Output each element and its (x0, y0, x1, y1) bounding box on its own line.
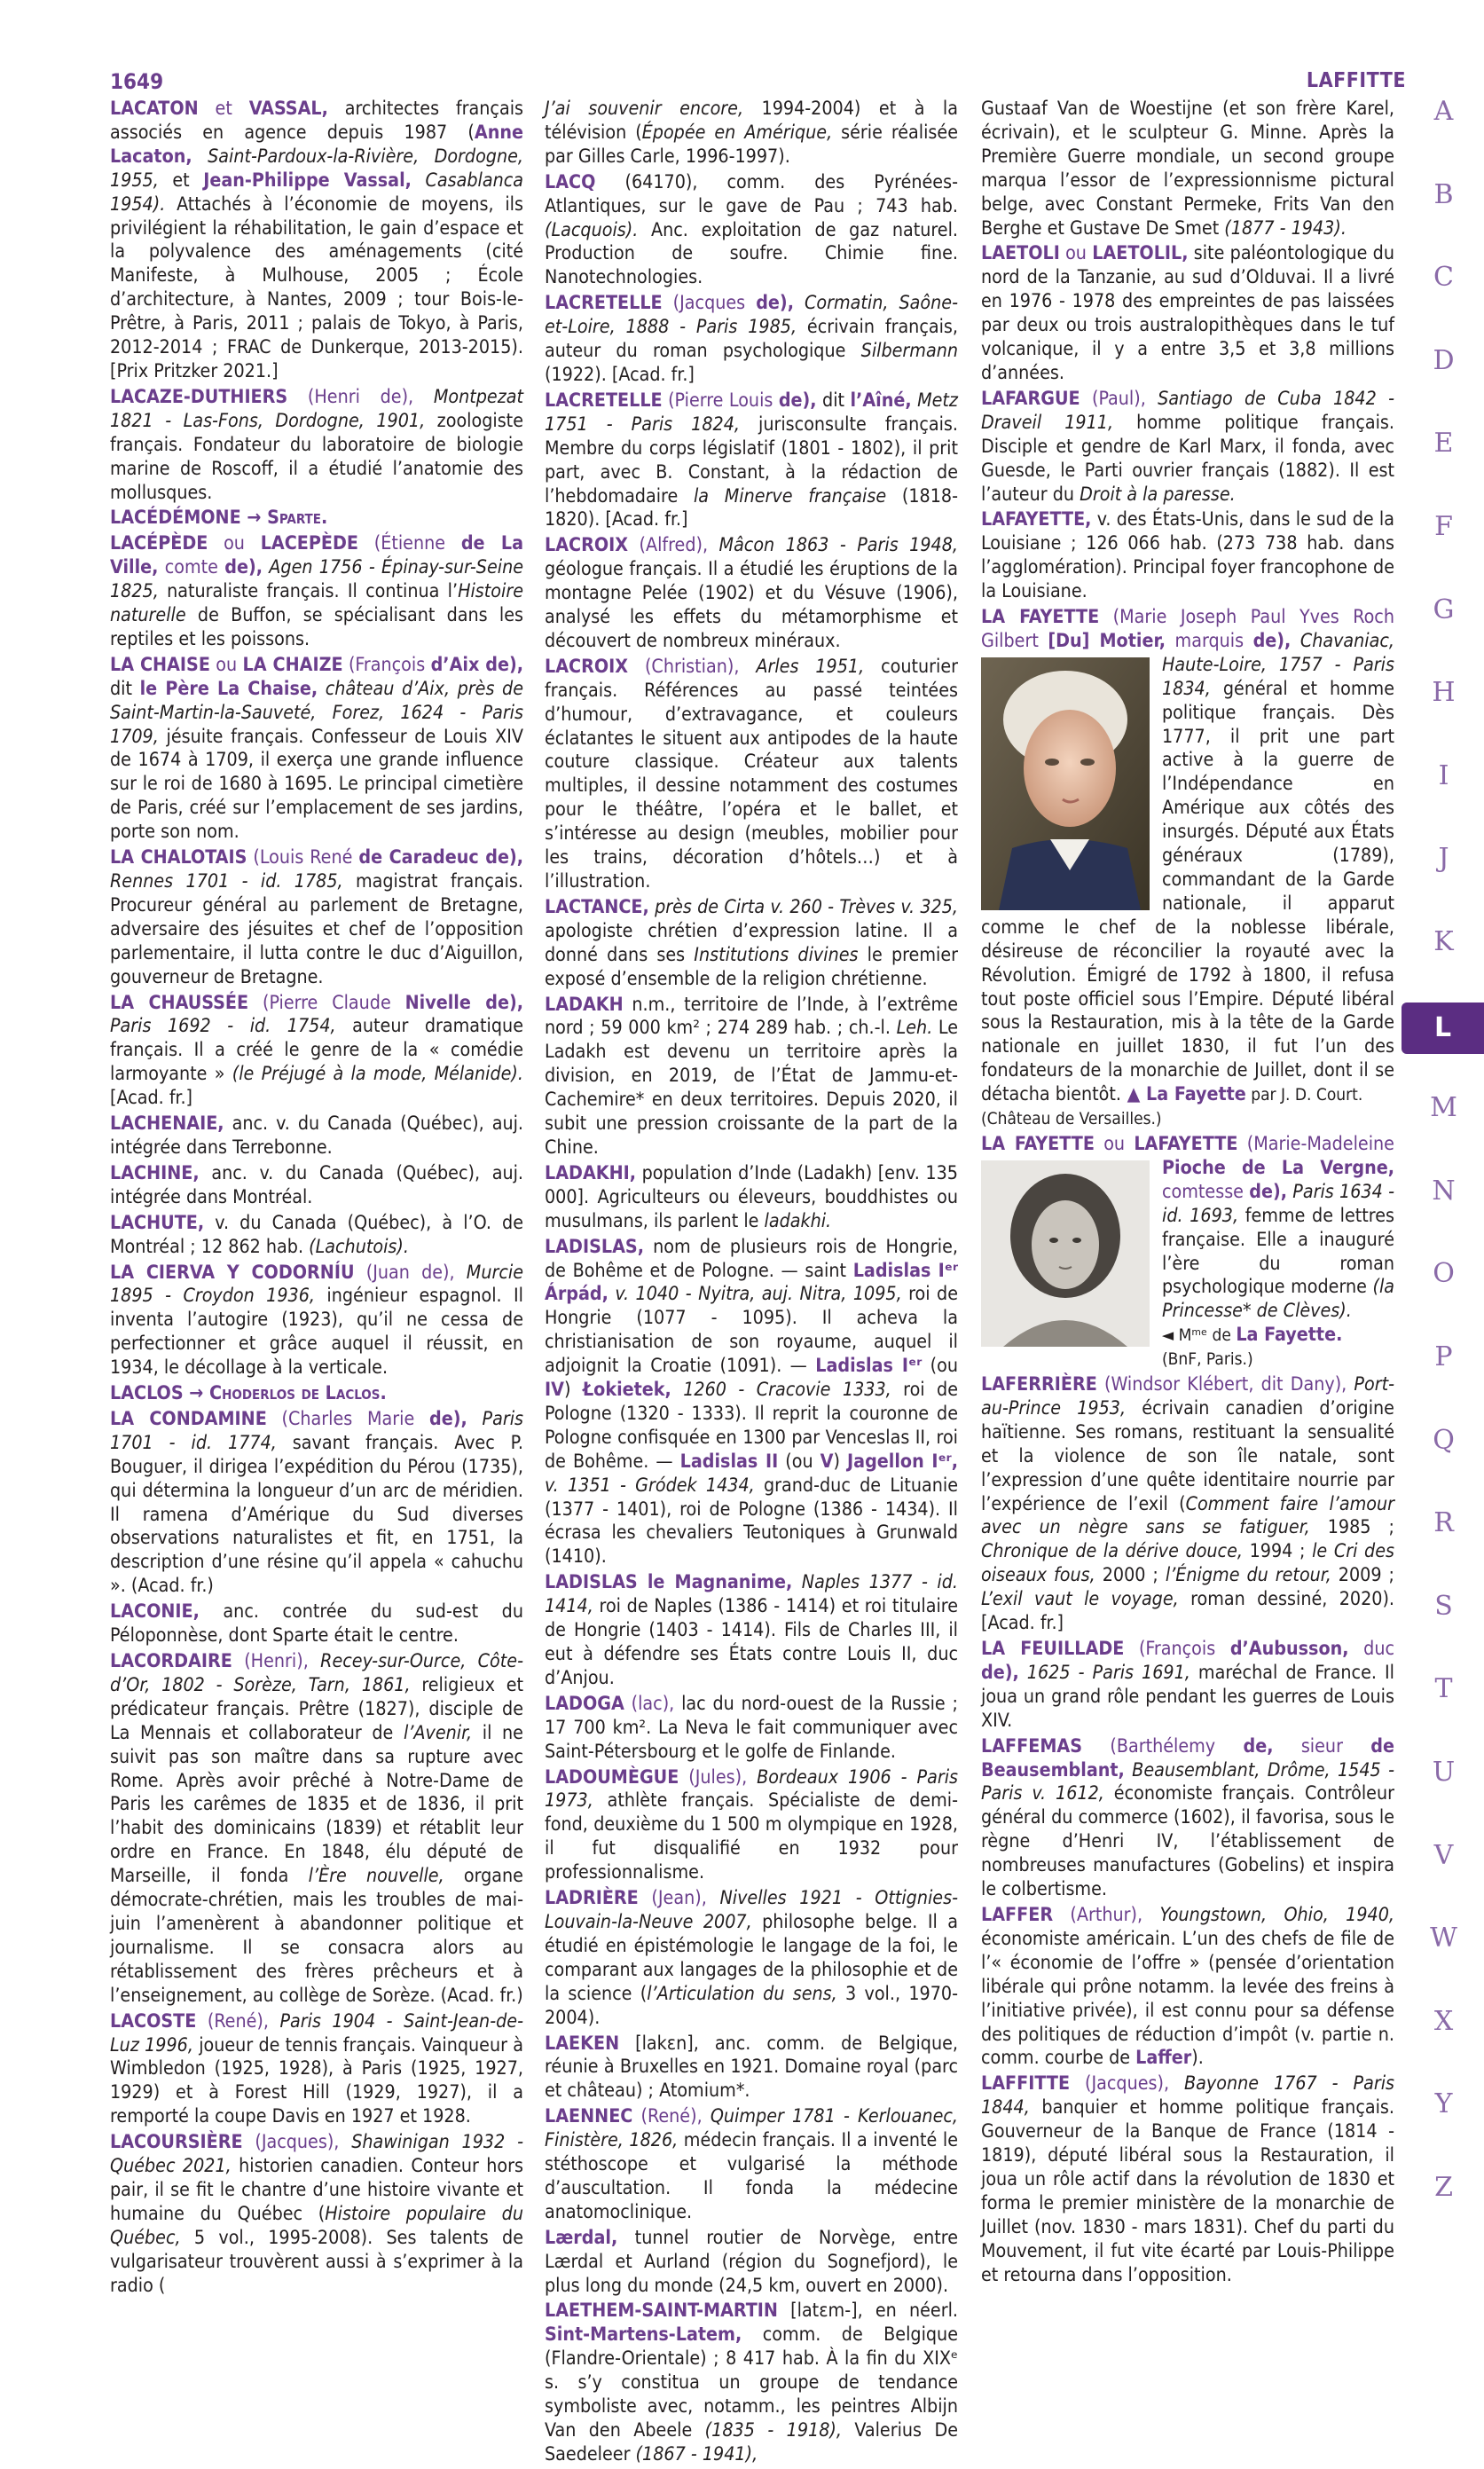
entry-laconie: LACONIE, anc. contrée du sud-est du Péloponnèse, dont Sparte était le centre. (110, 1600, 523, 1647)
portrait-mme-image (981, 1160, 1150, 1347)
entry-lacroix-alfred: LACROIX (Alfred), Mâcon 1863 - Paris 1948, géologue français. Il a étudié les éruptions de la montagne Pelée (1902) et du Vésuve (1906), analysé les effets du métamorphisme et découvert de nombreux minéraux. (545, 534, 959, 652)
entry-ladriere: LADRIÈRE (Jean), Nivelles 1921 - Ottignies-Louvain-la-Neuve 2007, philosophe belge. Il a étudié en épistémologie le langage de la foi, le comparant aux langages de la philosophie et de la science (l’Articulation du sens, 3 vol., 1970-2004). (545, 1887, 958, 2029)
entry-lafargue: LAFARGUE (Paul), Santiago de Cuba 1842 - Draveil 1911, homme politique français. Disciple et gendre de Karl Marx, il fonda, avec Guesde, le Parti ouvrier français (1882). Il est l’auteur du Droit à la paresse. (981, 387, 1394, 506)
column-1 (110, 98, 523, 2300)
entry-la-fayette-mme: LA FAYETTE ou LAFAYETTE (Marie-Madeleine Pioche de La Vergne, comtesse de), Paris 1634 - id. 1693, femme de lettres française. Elle a inauguré l’ère du roman psychologique moderne (la Princesse* de Clèves). ◄ Mᵐᵉ de La Fayette. (BnF, Paris.) (981, 1132, 1395, 1370)
entry-la-chalotais: LA CHALOTAIS (Louis René de Caradeuc de), Rennes 1701 - id. 1785, magistrat français. Procureur général au parlement de Bretagne, adversaire des jésuites et chef de l’opposition parlementaire, il lutta contre le duc d’Aiguillon, gouverneur de Bretagne. (110, 846, 524, 988)
entry-laclos: LACLOS → Choderlos de Laclos. (110, 1382, 387, 1405)
column-3 (981, 98, 1394, 2289)
portrait-la-fayette (981, 657, 1150, 910)
entry-lacaton: LACATON et VASSAL, architectes français associés en agence depuis 1987 (Anne Lacaton, Saint-Pardoux-la-Rivière, Dordogne, 1955, et Jean-Philippe Vassal, Casablanca 1954). Attachés à l’économie de moyens, ils privilégient la réhabilitation, le gain d’espace et la polyvalence des aménagements (cité Manifeste, à Mulhouse, 2005 ; École d’architecture, à Nantes, 2009 ; tour Bois-le-Prêtre, à Paris, 2011 ; palais de Tokyo, à Paris, 2012-2014 ; FRAC de Dunkerque, 2013-2015). [Prix Pritzker 2021.] (110, 98, 524, 382)
alphabet-letter-j[interactable]: J (1438, 843, 1449, 875)
entry-lacepede: LACÉPÈDE ou LACEPÈDE (Étienne de La Ville, comte de), Agen 1756 - Épinay-sur-Seine 1825, naturaliste français. Il continua l’Histoire naturelle de Buffon, se spécialisant dans les reptiles et les poissons. (110, 532, 524, 650)
alphabet-letter-u[interactable]: U (1432, 1757, 1456, 1788)
alphabet-letter-z[interactable]: Z (1434, 2172, 1453, 2203)
entry-lacordaire: LACORDAIRE (Henri), Recey-sur-Ource, Côte-d’Or, 1802 - Sorèze, Tarn, 1861, religieux et prédicateur français. Prêtre (1827), disciple de La Mennais et collaborateur de l’Avenir, il ne suivit pas son maître dans sa rupture avec Rome. Après avoir prêché à Notre-Dame de Paris les carêmes de 1835 et de 1836, il prit l’habit des dominicains (1839) et rétablit leur ordre en France. En 1848, élu député de Marseille, il fonda l’Ère nouvelle, organe démocrate-chrétien, mais les troubles de mai-juin l’amenèrent à abandonner politique et journalisme. Il se consacra alors au rétablissement des frères prêcheurs et à l’enseignement, au collège de Sorèze. (Acad. fr.) (110, 1650, 524, 2007)
alphabet-letter-p[interactable]: P (1434, 1341, 1453, 1372)
portrait-mme-de-la-fayette (981, 1160, 1150, 1347)
alphabet-letter-t[interactable]: T (1434, 1673, 1453, 1705)
alphabet-letter-b[interactable]: B (1433, 178, 1454, 210)
entry-ladoumegue: LADOUMÈGUE (Jules), Bordeaux 1906 - Paris 1973, athlète français. Spécialiste de demi-fond, deuxième du 1 500 m olympique en 1928, il fut disqualifié en 1932 pour professionnalisme. (545, 1765, 959, 1884)
alphabet-letter-w[interactable]: W (1430, 1923, 1457, 1954)
entry-lacq: LACQ (64170), comm. des Pyrénées-Atlantiques, sur le gave de Pau ; 743 hab. (Lacquois). Anc. exploitation de gaz naturel. Production de soufre. Chimie fine. Nanotechnologies. (545, 170, 958, 289)
entry-lachute: LACHUTE, v. du Canada (Québec), à l’O. de Montréal ; 12 862 hab. (Lachutois). (110, 1211, 523, 1258)
alphabet-letter-x[interactable]: X (1433, 2005, 1454, 2037)
entry-lacoste: LACOSTE (René), Paris 1904 - Saint-Jean-de-Luz 1996, joueur de tennis français. Vainqueur à Wimbledon (1925, 1928), à Paris (1925, 1927, 1929) et à Forest Hill (1929, 1927), il a remporté la coupe Davis en 1927 et 1928. (110, 2009, 523, 2128)
alphabet-letter-n[interactable]: N (1432, 1175, 1456, 1207)
alphabet-letter-s[interactable]: S (1434, 1590, 1453, 1622)
entry-lacoursiere: LACOURSIÈRE (Jacques), Shawinigan 1932 - Québec 2021, historien canadien. Conteur hors pair, il se fit le chantre d’une histoire vivante et humaine du Québec (Histoire populaire du Québec, 5 vol., 1995-2008). Ses talents de vulgarisateur trouvèrent aussi à s’exprimer à la radio ( (110, 2131, 523, 2297)
alphabet-letter-q[interactable]: Q (1433, 1424, 1455, 1456)
alphabet-letter-l[interactable]: L (1402, 1003, 1484, 1054)
alphabet-letter-k[interactable]: K (1433, 926, 1454, 957)
entry-la-feuillade: LA FEUILLADE (François d’Aubusson, duc de), 1625 - Paris 1691, maréchal de France. Il joua un grand rôle pendant les guerres de Louis XIV. (981, 1638, 1394, 1732)
alphabet-letter-r[interactable]: R (1433, 1507, 1454, 1539)
entry-laffemas: LAFFEMAS (Barthélemy de, sieur de Beausemblant, Beausemblant, Drôme, 1545 - Paris v. 1612, économiste français. Contrôleur général du commerce (1602), il favorisa, sous le règne d’Henri IV, l’établissement de nombreuses manufactures (Gobelins) et inspira le colbertisme. (981, 1734, 1394, 1901)
entry-lachine: LACHINE, anc. v. du Canada (Québec), auj. intégrée dans Montréal. (110, 1161, 523, 1208)
alphabet-letter-f[interactable]: F (1434, 511, 1453, 542)
alphabet-letter-e[interactable]: E (1433, 428, 1454, 460)
alphabet-letter-c[interactable]: C (1433, 262, 1454, 294)
entry-laennec: LAENNEC (René), Quimper 1781 - Kerlouanec, Finistère, 1826, médecin français. Il a inventé le stéthoscope et vulgarisé la méthode d’auscultation. Il fonda la médecine anatomoclinique. (545, 2105, 958, 2223)
entry-lacroix-christian: LACROIX (Christian), Arles 1951, couturier français. Références au passé teintées d’humour, d’extravagance, et couleurs éclatantes le situent aux antipodes de la haute couture classique. Créateur aux talents multiples, il dessine notamment des costumes pour le théâtre, l’opéra et le ballet, et s’intéresse au design (meubles, mobilier pour les trains, décoration d’hôtels…) et à l’illustration. (545, 655, 958, 892)
entry-ladislas-magnanime: LADISLAS le Magnanime, Naples 1377 - id. 1414, roi de Naples (1386 - 1414) et roi titulaire de Hongrie (1403 - 1414). Fils de Charles III, il eut à défendre ses États contre Louis II, duc d’Anjou. (545, 1571, 958, 1689)
entry-lacretelle-jacques: LACRETELLE (Jacques de), Cormatin, Saône-et-Loire, 1888 - Paris 1985, écrivain français, auteur du roman psychologique Silbermann (1922). [Acad. fr.] (545, 292, 958, 386)
alphabet-letter-y[interactable]: Y (1434, 2088, 1453, 2120)
entry-lacoursiere-cont: J’ai souvenir encore, 1994-2004) et à la télévision (Épopée en Amérique, série réalisée par Gilles Carle, 1996-1997). (545, 98, 958, 168)
entry-laetoli: LAETOLI ou LAETOLIL, site paléontologique du nord de la Tanzanie, au sud d’Olduvai. Il a livré en 1976 - 1978 des empreintes de pas laissées par deux ou trois australopithèques dans le tuf volcanique, il y a entre 3,5 et 3,8 millions d’années. (981, 242, 1394, 384)
portrait-la-fayette-image (981, 657, 1150, 910)
entry-lacedemone: LACÉDÉMONE → Sparte. (110, 507, 328, 530)
alphabet-letter-m[interactable]: M (1430, 1092, 1457, 1124)
entry-laferriere: LAFERRIÈRE (Windsor Klébert, dit Dany), Port-au-Prince 1953, écrivain canadien d’origine haïtienne. Ses romans, restituant la sensualité et la violence de son île natale, sont l’expression d’une quête identitaire nourrie par l’expérience de l’exil (Comment faire l’amour avec un nègre sans se fatiguer, 1985 ; Chronique de la dérive douce, 1994 ; le Cri des oiseaux fous, 2000 ; l’Énigme du retour, 2009 ; L’exil vaut le voyage, roman dessiné, 2020). [Acad. fr.] (981, 1373, 1394, 1635)
alphabet-letter-o[interactable]: O (1433, 1258, 1455, 1290)
alphabet-letter-g[interactable]: G (1433, 594, 1455, 625)
entry-laethem-cont: Gustaaf Van de Woestijne (et son frère Karel, écrivain), et le sculpteur G. Minne. Après la Première Guerre mondiale, un second groupe marqua l’essor de l’expressionnisme pictural belge, avec Constant Permeke, Frits Van den Berghe et Gustave De Smet (1877 - 1943). (981, 98, 1394, 240)
entry-la-fayette: LA FAYETTE (Marie Joseph Paul Yves Roch Gilbert [Du] Motier, marquis de), Chavaniac, Haute-Loire, 1757 - Paris 1834, général et homme politique français. Dès 1777, il prit une part active à la guerre de l’Indépendance en Amérique aux côtés des insurgés. Député aux États généraux (1789), commandant de la Garde nationale, il apparut comme le chef de la noblesse libérale, désireuse de réconcilier la royauté avec la Révolution. Émigré de 1792 à 1800, il refusa tout poste officiel sous l’Empire. Député libéral sous la Restauration, mis à la tête de la Garde nationale en juillet 1830, il fut l’un des fondateurs de la monarchie de Juillet, dont il se détacha bientôt. ▲ La Fayette par J. D. Court. (Château de Versailles.) (981, 606, 1394, 1129)
entry-laeken: LAEKEN [lakɛn], anc. comm. de Belgique, réunie à Bruxelles en 1921. Domaine royal (parc et château) ; Atomium*. (545, 2032, 958, 2103)
entry-lacaze-duthiers: LACAZE-DUTHIERS (Henri de), Montpezat 1821 - Las-Fons, Dordogne, 1901, zoologiste français. Fondateur du laboratoire de biologie marine de Roscoff, il a étudié l’anatomie des mollusques. (110, 385, 523, 504)
entry-ladakh: LADAKH n.m., territoire de l’Inde, à l’extrême nord ; 59 000 km² ; 274 289 hab. ; ch.-l. Leh. Le Ladakh est devenu un territoire après la division, en 2019, de l’État de Jammu-et-Cachemire* en deux territoires. Depuis 2020, il subit une pression croissante de la part de la Chine. (545, 993, 958, 1159)
entry-lafayette-ville: LAFAYETTE, v. des États-Unis, dans le sud de la Louisiane ; 126 066 hab. (273 738 hab. dans l’agglomération). Principal foyer francophone de la Louisiane. (981, 508, 1394, 603)
entry-la-chaise: LA CHAISE ou LA CHAIZE (François d’Aix de), dit le Père La Chaise, château d’Aix, près de Saint-Martin-la-Sauveté, Forez, 1624 - Paris 1709, jésuite français. Confesseur de Louis XIV de 1674 à 1709, il exerça une grande influence sur le roi de 1680 à 1695. Le principal cimetière de Paris, créé sur l’emplacement de ses jardins, porte son nom. (110, 653, 524, 844)
entry-la-condamine: LA CONDAMINE (Charles Marie de), Paris 1701 - id. 1774, savant français. Avec P. Bouguer, il dirigea l’expédition du Pérou (1735), qui détermina la longueur d’un arc de méridien. Il ramena d’Amérique du Sud diverses observations naturalistes et fit, en 1751, la description d’une résine qu’il appela « cahuchu ». (Acad. fr.) (110, 1407, 523, 1598)
alphabet-letter-i[interactable]: I (1438, 759, 1449, 791)
entry-ladakhi: LADAKHI, population d’Inde (Ladakh) [env. 135 000]. Agriculteurs ou éleveurs, bouddhistes ou musulmans, ils parlent le ladakhi. (545, 1161, 958, 1232)
running-title: LAFFITTE (1306, 69, 1406, 92)
alphabet-letter-v[interactable]: V (1433, 1839, 1454, 1871)
entry-laethem: LAETHEM-SAINT-MARTIN [latɛm-], en néerl. Sint-Martens-Latem, comm. de Belgique (Flandre-Orientale) ; 8 417 hab. À la fin du XIXᵉ s. s’y constitua un groupe de tendance symboliste avec, notamm., les peintres Albijn Van den Abeele (1835 - 1918), Valerius De Saedeleer (1867 - 1941), (545, 2300, 959, 2465)
entry-lachenaie: LACHENAIE, anc. v. du Canada (Québec), auj. intégrée dans Terrebonne. (110, 1113, 523, 1159)
alphabet-letter-a[interactable]: A (1433, 96, 1454, 127)
page-number: 1649 (110, 69, 164, 94)
alphabet-letter-d[interactable]: D (1433, 344, 1455, 376)
entry-la-cierva: LA CIERVA Y CODORNÍU (Juan de), Murcie 1895 - Croydon 1936, ingénieur espagnol. Il inventa l’autogire (1923), qu’il ne cessa de perfectionner et grâce auquel il réussit, en 1934, le décollage à la verticale. (110, 1261, 523, 1380)
entry-laffitte: LAFFITTE (Jacques), Bayonne 1767 - Paris 1844, banquier et homme politique français. Gouverneur de la Banque de France (1814 - 1819), député libéral sous la Restauration, il joua un rôle actif dans la révolution de 1830 et forma le premier ministère de la monarchie de Juillet (nov. 1830 - mars 1831). Chef du parti du Mouvement, il fut vite écarté par Louis-Philippe et retourna dans l’opposition. (981, 2072, 1394, 2286)
entry-laerdal: Lærdal, tunnel routier de Norvège, entre Lærdal et Aurland (région du Sognefjord), le plus long du monde (24,5 km, ouvert en 2000). (545, 2226, 958, 2297)
alphabet-letter-h[interactable]: H (1432, 677, 1456, 709)
column-2 (545, 98, 958, 2469)
entry-ladoga: LADOGA (lac), lac du nord-ouest de la Russie ; 17 700 km². La Neva le fait communiquer avec Saint-Pétersbourg et le golfe de Finlande. (545, 1692, 958, 1763)
entry-lacretelle-pierre: LACRETELLE (Pierre Louis de), dit l’Aîné, Metz 1751 - Paris 1824, jurisconsulte français. Membre du corps législatif (1801 - 1802), il prit part, avec B. Constant, à la rédaction de l’hebdomadaire la Minerve française (1818-1820). [Acad. fr.] (545, 389, 959, 531)
entry-laffer: LAFFER (Arthur), Youngstown, Ohio, 1940, économiste américain. L’un des chefs de file de l’« économie de l’offre » (pensée d’orientation libérale qui prône notamm. la levée des freins à l’initiative privée), il est connu pour sa défense des politiques de réduction d’impôt (v. partie n. comm. courbe de Laffer). (981, 1903, 1394, 2070)
entry-ladislas: LADISLAS, nom de plusieurs rois de Hongrie, de Bohême et de Pologne. — saint Ladislas Iᵉʳ Árpád, v. 1040 - Nyitra, auj. Nitra, 1095, roi de Hongrie (1077 - 1095). Il acheva la christianisation de son royaume, auquel il adjoignit la Croatie (1091). — Ladislas Iᵉʳ (ou IV) Łokietek, 1260 - Cracovie 1333, roi de Pologne (1320 - 1333). Il reprit la couronne de Pologne confisquée en 1300 par Venceslas II, roi de Bohême. — Ladislas II (ou V) Jagellon Iᵉʳ, v. 1351 - Gródek 1434, grand-duc de Lituanie (1377 - 1401), roi de Pologne (1386 - 1434). Il écrasa les chevaliers Teutoniques à Grunwald (1410). (545, 1235, 958, 1569)
entry-lactance: LACTANCE, près de Cirta v. 260 - Trèves v. 325, apologiste chrétien d’expression latine. Il a donné dans ses Institutions divines le premier exposé d’ensemble de la religion chrétienne. (545, 895, 958, 990)
entry-la-chaussee: LA CHAUSSÉE (Pierre Claude Nivelle de), Paris 1692 - id. 1754, auteur dramatique français. Il a créé le genre de la « comédie larmoyante » (le Préjugé à la mode, Mélanide). [Acad. fr.] (110, 991, 523, 1110)
